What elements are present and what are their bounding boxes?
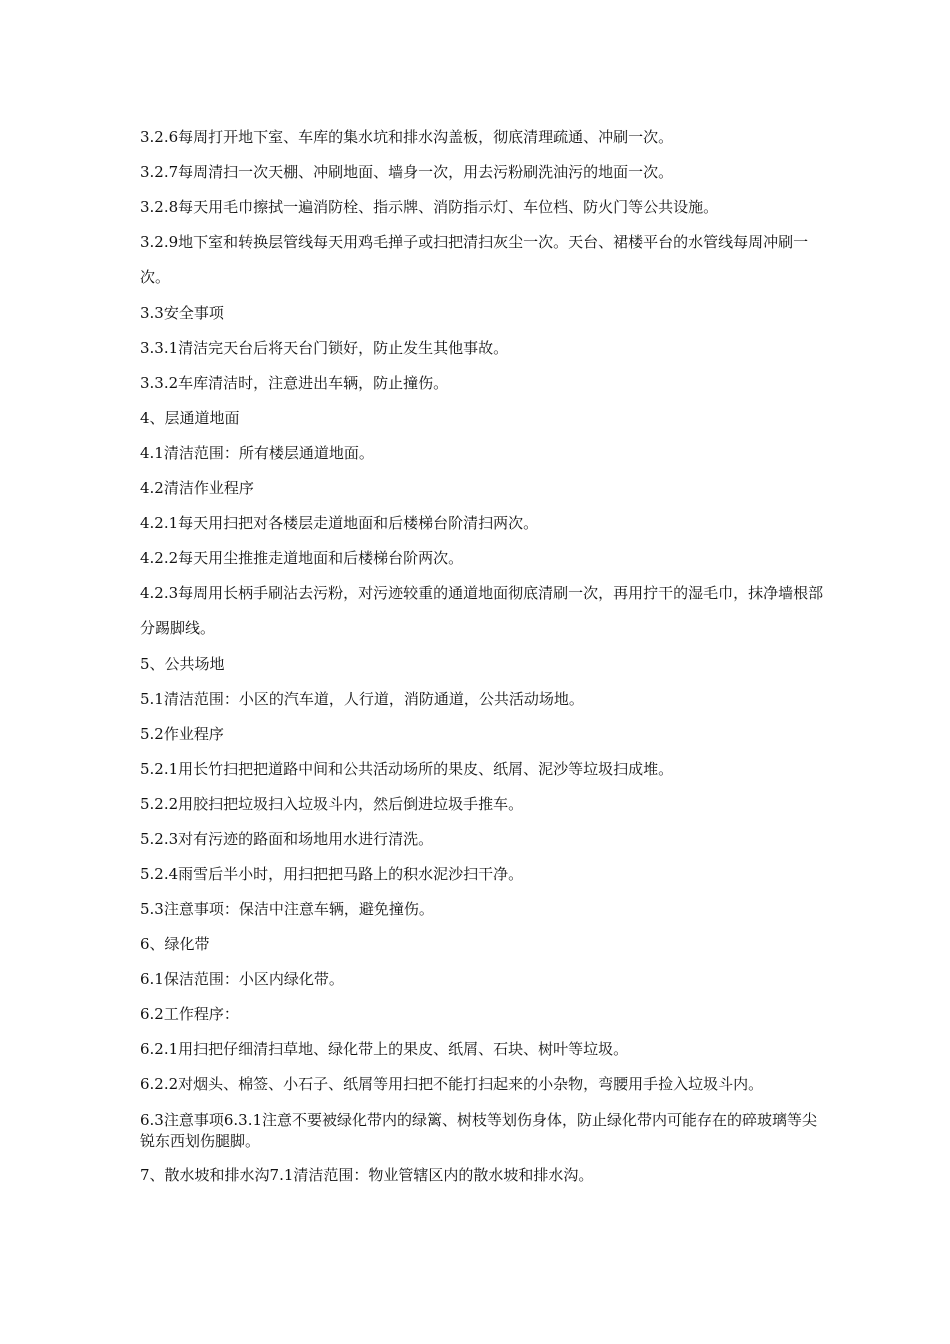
paragraph: 6.3注意事项6.3.1注意不要被绿化带内的绿篱、树枝等划伤身体，防止绿化带内可能存在的碎玻璃等尖锐东西划伤腿脚。 [140, 1111, 818, 1150]
section-heading: 5、公共场地 [140, 655, 225, 673]
paragraph: 7、散水坡和排水沟7.1清洁范围：物业管辖区内的散水坡和排水沟。 [140, 1166, 594, 1184]
paragraph: 5.2.3对有污迹的路面和场地用水进行清洗。 [140, 830, 434, 848]
paragraph: 3.2.9地下室和转换层管线每天用鸡毛掸子或扫把清扫灰尘一次。天台、裙楼平台的水管线每周冲刷一次。 [140, 233, 809, 286]
paragraph: 4.2.2每天用尘推推走道地面和后楼梯台阶两次。 [140, 549, 464, 567]
paragraph: 4.2.3每周用长柄手刷沾去污粉，对污迹较重的通道地面彻底清刷一次，再用拧干的湿毛巾，抹净墙根部分踢脚线。 [140, 584, 824, 637]
paragraph: 4.1清洁范围：所有楼层通道地面。 [140, 444, 374, 462]
paragraph: 3.2.6每周打开地下室、车库的集水坑和排水沟盖板，彻底清理疏通、冲刷一次。 [140, 128, 674, 146]
paragraph: 5.2.4雨雪后半小时，用扫把把马路上的积水泥沙扫干净。 [140, 865, 524, 883]
paragraph: 6.1保洁范围：小区内绿化带。 [140, 970, 344, 988]
section-heading: 3.3安全事项 [140, 304, 224, 322]
section-heading: 6.2工作程序： [140, 1005, 239, 1023]
document-body [140, 127, 830, 1200]
paragraph: 6.2.1用扫把仔细清扫草地、绿化带上的果皮、纸屑、石块、树叶等垃圾。 [140, 1040, 629, 1058]
section-heading: 4.2清洁作业程序 [140, 479, 254, 497]
section-heading: 4、层通道地面 [140, 409, 240, 427]
paragraph: 3.3.1清洁完天台后将天台门锁好，防止发生其他事故。 [140, 339, 509, 357]
paragraph: 3.2.7每周清扫一次天棚、冲刷地面、墙身一次，用去污粉刷洗油污的地面一次。 [140, 163, 674, 181]
paragraph: 3.3.2车库清洁时，注意进出车辆，防止撞伤。 [140, 374, 449, 392]
section-heading: 6、绿化带 [140, 935, 210, 953]
paragraph: 3.2.8每天用毛巾擦拭一遍消防栓、指示牌、消防指示灯、车位档、防火门等公共设施。 [140, 198, 719, 216]
paragraph: 5.2.1用长竹扫把把道路中间和公共活动场所的果皮、纸屑、泥沙等垃圾扫成堆。 [140, 760, 674, 778]
paragraph: 5.2.2用胶扫把垃圾扫入垃圾斗内，然后倒进垃圾手推车。 [140, 795, 524, 813]
paragraph: 5.1清洁范围：小区的汽车道，人行道，消防通道，公共活动场地。 [140, 690, 584, 708]
paragraph: 5.3注意事项：保洁中注意车辆，避免撞伤。 [140, 900, 434, 918]
section-heading: 5.2作业程序 [140, 725, 224, 743]
paragraph: 6.2.2对烟头、棉签、小石子、纸屑等用扫把不能打扫起来的小杂物，弯腰用手捡入垃圾斗内。 [140, 1075, 764, 1093]
paragraph: 4.2.1每天用扫把对各楼层走道地面和后楼梯台阶清扫两次。 [140, 514, 539, 532]
